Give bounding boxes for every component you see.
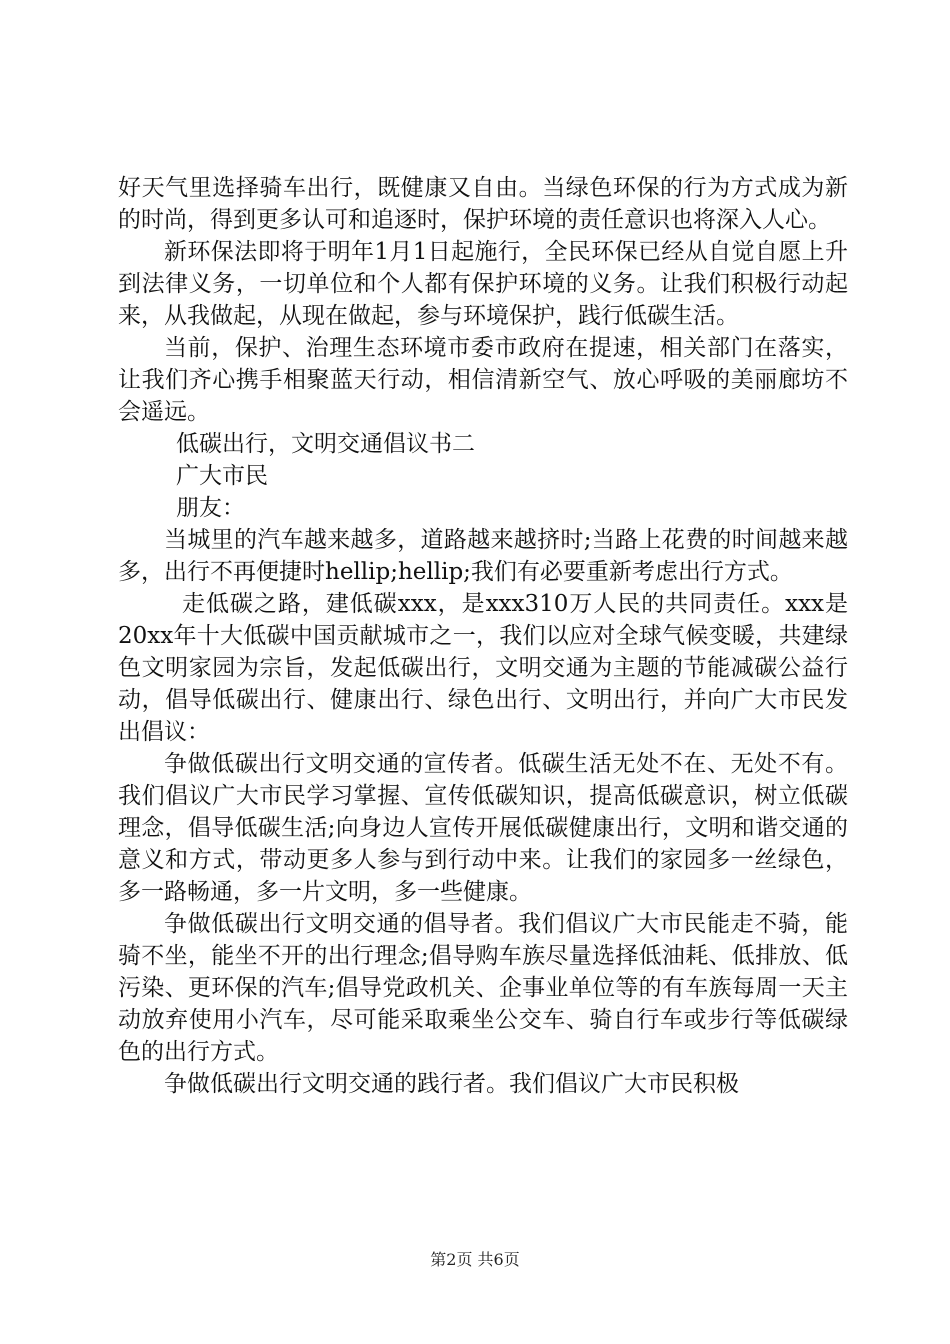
- page-number-footer: 第2页 共6页: [430, 1250, 520, 1269]
- section-title: 低碳出行，文明交通倡议书二: [176, 431, 475, 457]
- document-body: [118, 172, 848, 1100]
- paragraph-propagandist: 争做低碳出行文明交通的宣传者。低碳生活无处不在、无处不有。我们倡议广大市民学习掌握、宣传低碳知识，提高低碳意识，树立低碳理念，倡导低碳生活;向身边人宣传开展低碳健康出行，文明和谐交通的意义和方式，带动更多人参与到行动中来。让我们的家园多一丝绿色，多一路畅通，多一片文明，多一些健康。: [118, 751, 848, 905]
- salutation-line-2: 朋友：: [176, 495, 245, 521]
- paragraph-continuation: 好天气里选择骑车出行，既健康又自由。当绿色环保的行为方式成为新的时尚，得到更多认可和追逐时，保护环境的责任意识也将深入人心。: [118, 175, 848, 233]
- paragraph-traffic-problem: 当城里的汽车越来越多，道路越来越挤时;当路上花费的时间越来越多，出行不再便捷时hellip;hellip;我们有必要重新考虑出行方式。: [118, 527, 848, 585]
- paragraph-advocate: 争做低碳出行文明交通的倡导者。我们倡议广大市民能走不骑，能骑不坐，能坐不开的出行理念;倡导购车族尽量选择低油耗、低排放、低污染、更环保的汽车;倡导党政机关、企事业单位等的有车族每周一天主动放弃使用小汽车，尽可能采取乘坐公交车、骑自行车或步行等低碳绿色的出行方式。: [118, 911, 848, 1065]
- paragraph-low-carbon-road: 走低碳之路，建低碳xxx，是xxx310万人民的共同责任。xxx是20xx年十大低碳中国贡献城市之一，我们以应对全球气候变暖，共建绿色文明家园为宗旨，发起低碳出行，文明交通为主题的节能减碳公益行动，倡导低碳出行、健康出行、绿色出行、文明出行，并向广大市民发出倡议：: [118, 591, 848, 745]
- paragraph-environmental-law: 新环保法即将于明年1月1日起施行，全民环保已经从自觉自愿上升到法律义务，一切单位和个人都有保护环境的义务。让我们积极行动起来，从我做起，从现在做起，参与环境保护，践行低碳生活。: [118, 239, 848, 329]
- paragraph-current-action: 当前，保护、治理生态环境市委市政府在提速，相关部门在落实，让我们齐心携手相聚蓝天行动，相信清新空气、放心呼吸的美丽廊坊不会遥远。: [118, 335, 848, 425]
- salutation-line-1: 广大市民: [176, 463, 268, 489]
- paragraph-practitioner: 争做低碳出行文明交通的践行者。我们倡议广大市民积极: [164, 1071, 739, 1097]
